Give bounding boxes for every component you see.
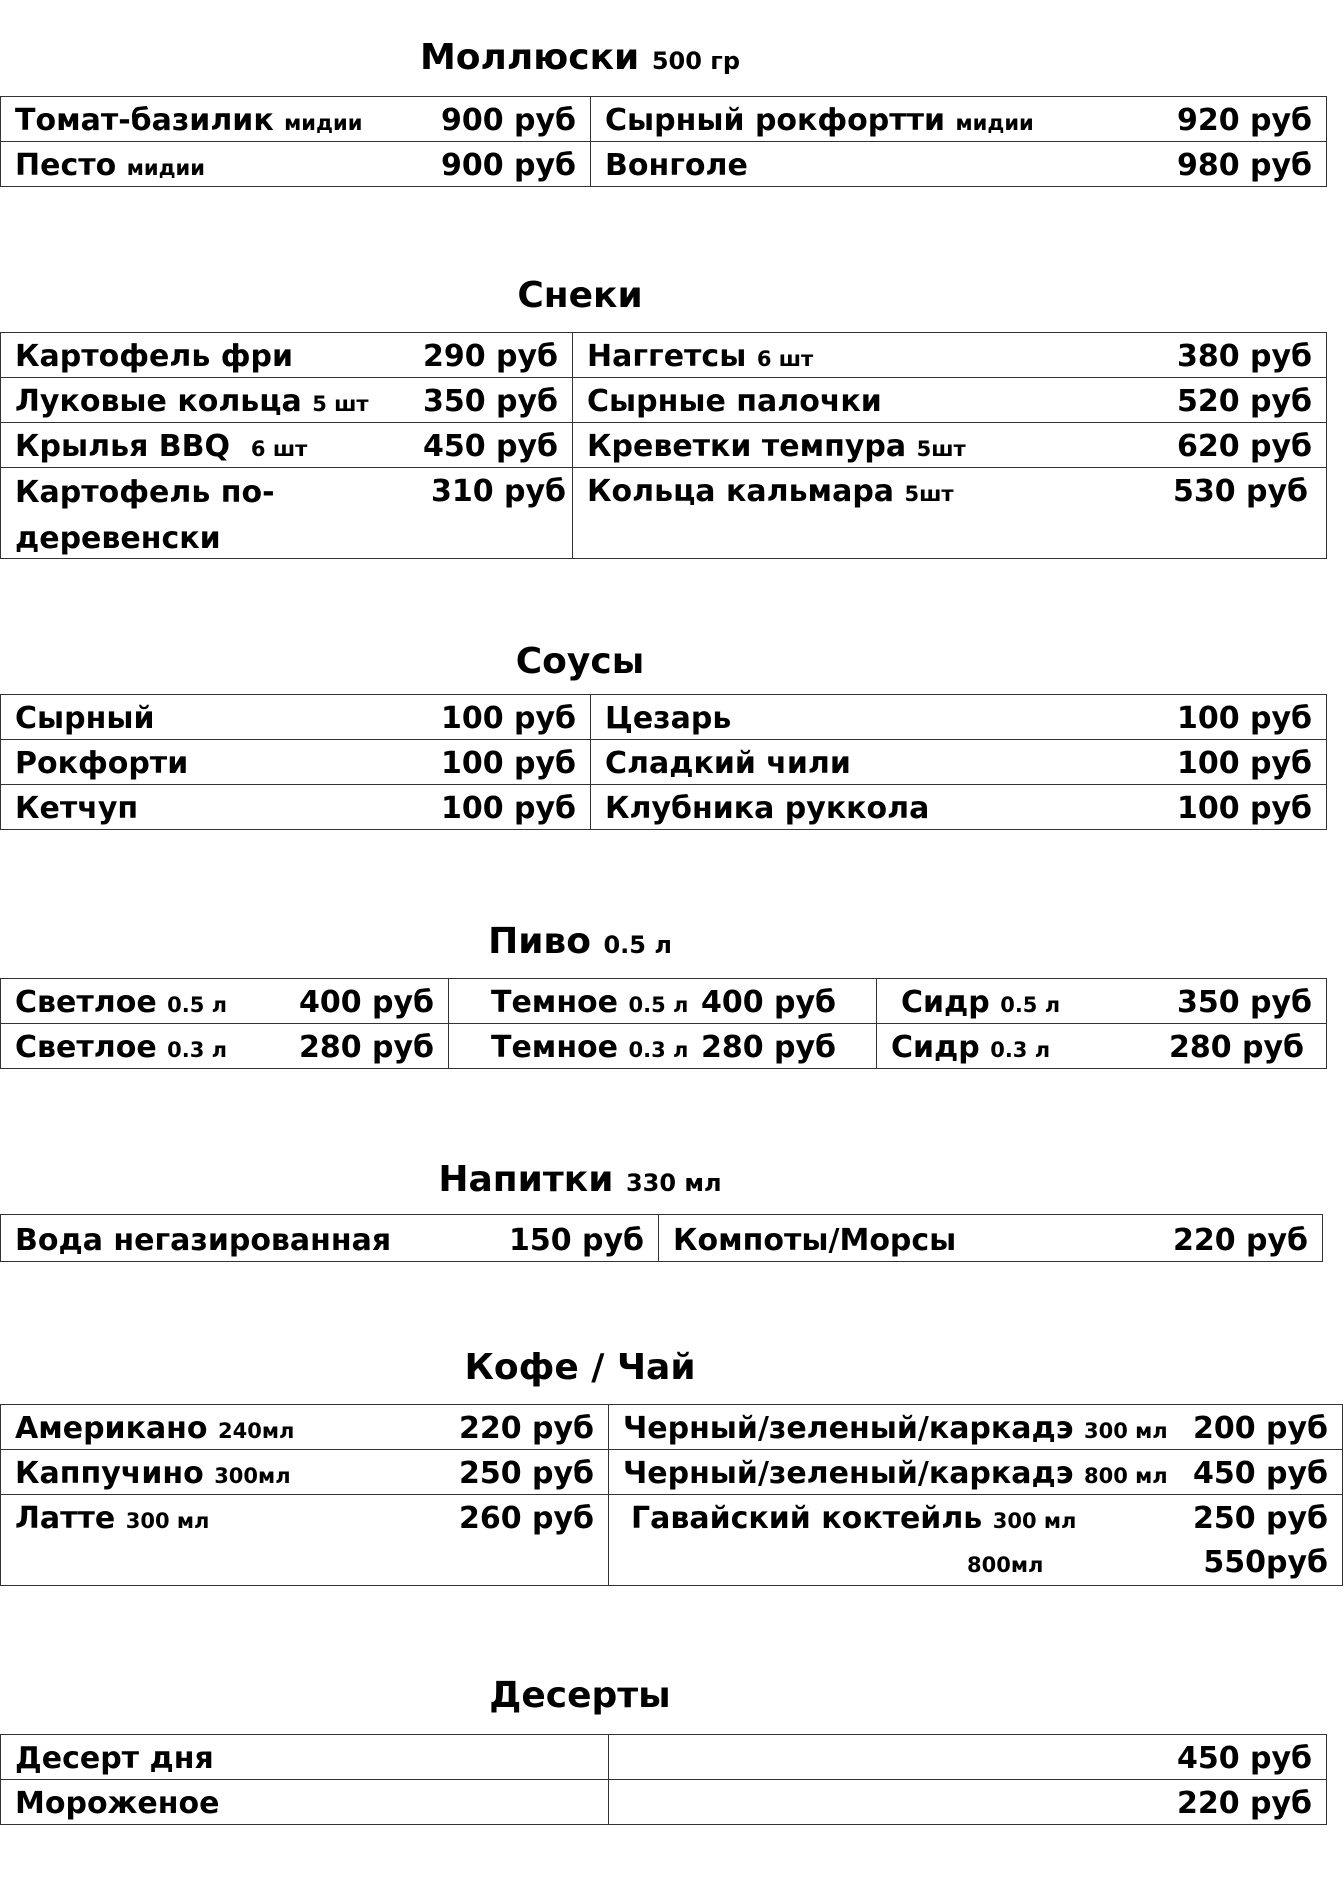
item-price: 450 руб [422, 429, 558, 464]
item-price: 220 руб [1172, 1223, 1308, 1258]
item-price: 100 руб [440, 791, 576, 826]
item-price: 280 руб [700, 1030, 836, 1065]
table-row [1, 333, 1327, 378]
item-name: Цезарь [605, 701, 732, 736]
item-price: 280 руб [298, 1030, 434, 1065]
item-price: 100 руб [1176, 701, 1312, 736]
item-price: 100 руб [440, 746, 576, 781]
coffee-table [0, 1404, 1343, 1586]
item-name: Сырный рокфортти мидии [605, 103, 1034, 138]
item-price: 150 руб [508, 1223, 644, 1258]
item-name: Луковые кольца 5 шт [15, 384, 369, 419]
table-row [1, 1495, 1343, 1586]
item-price: 100 руб [1176, 791, 1312, 826]
item-name: Светлое 0.3 л [15, 1030, 228, 1065]
mollusks-table [0, 96, 1327, 187]
sauces-table [0, 694, 1327, 830]
table-row [1, 1405, 1343, 1450]
table-row [1, 1024, 1327, 1069]
beer-table [0, 978, 1327, 1069]
item-name: Черный/зеленый/каркадэ 300 мл [623, 1411, 1168, 1446]
item-name: Рокфорти [15, 746, 189, 781]
item-name: Сидр 0.5 л [901, 985, 1061, 1020]
table-row [1, 1735, 1327, 1780]
table-row [1, 423, 1327, 468]
table-row [1, 979, 1327, 1024]
item-name: Крылья BBQ 6 шт [15, 429, 308, 464]
table-row [1, 785, 1327, 830]
item-name: Сладкий чили [605, 746, 851, 781]
item-name: Компоты/Морсы [673, 1223, 957, 1258]
table-row [1, 740, 1327, 785]
section-title-beer [0, 922, 1160, 965]
item-price: 520 руб [1176, 384, 1312, 419]
item-price: 220 руб [458, 1411, 594, 1446]
section-subtitle: 500 гр [651, 47, 740, 75]
item-name: Клубника руккола [605, 791, 930, 826]
item-name: Латте 300 мл [15, 1501, 210, 1536]
item-price: 450 руб [1192, 1456, 1328, 1491]
section-title-drinks [0, 1160, 1160, 1203]
table-row [1, 1780, 1327, 1825]
item-name: Американо 240мл [15, 1411, 295, 1446]
item-name: Темное 0.5 л [491, 985, 689, 1020]
item-price: 250 руб [1192, 1501, 1328, 1536]
table-row [1, 142, 1327, 187]
item-name: Черный/зеленый/каркадэ 800 мл [623, 1456, 1168, 1491]
table-row [1, 97, 1327, 142]
item-price: 280 руб [1168, 1030, 1304, 1065]
item-price: 350 руб [1176, 985, 1312, 1020]
drinks-table [0, 1214, 1323, 1262]
item-name: Каппучино 300мл [15, 1456, 291, 1491]
item-price: 400 руб [298, 985, 434, 1020]
section-title-text: Пиво [488, 921, 591, 962]
item-price: 100 руб [440, 701, 576, 736]
item-price: 100 руб [1176, 746, 1312, 781]
section-title-coffee [0, 1348, 1160, 1388]
item-name: Картофель фри [15, 339, 293, 374]
item-price: 450 руб [1176, 1741, 1312, 1776]
item-name: Вонголе [605, 148, 748, 183]
section-title-desserts [0, 1676, 1160, 1716]
table-row [1, 1450, 1343, 1495]
item-extra-price: 800мл 550руб [967, 1545, 1328, 1580]
item-name: Картофель по-деревенски [15, 475, 275, 556]
section-subtitle: 0.5 л [603, 931, 672, 959]
item-price: 380 руб [1176, 339, 1312, 374]
section-title-snacks [0, 276, 1160, 316]
item-price: 400 руб [700, 985, 836, 1020]
item-name: Десерт дня [15, 1741, 214, 1776]
item-name: Гавайский коктейль 300 мл [631, 1501, 1077, 1536]
item-price: 200 руб [1192, 1411, 1328, 1446]
item-name: Кетчуп [15, 791, 139, 826]
item-price: 900 руб [440, 148, 576, 183]
item-price: 260 руб [458, 1501, 594, 1536]
desserts-table [0, 1734, 1327, 1825]
item-price: 620 руб [1176, 429, 1312, 464]
item-name: Песто мидии [15, 148, 205, 183]
section-title-text: Напитки [438, 1159, 614, 1200]
section-title-text: Кофе / Чай [464, 1347, 696, 1388]
item-name: Мороженое [15, 1786, 220, 1821]
section-title-text: Десерты [489, 1675, 671, 1716]
section-title-text: Соусы [515, 641, 645, 682]
table-row [1, 378, 1327, 423]
item-name: Сидр 0.3 л [891, 1030, 1051, 1065]
item-price: 310 руб [430, 474, 566, 509]
item-name: Сырные палочки [587, 384, 882, 419]
section-title-mollusks [0, 38, 1160, 81]
item-price: 980 руб [1176, 148, 1312, 183]
item-price: 350 руб [422, 384, 558, 419]
item-name: Вода негазированная [15, 1223, 392, 1258]
item-name: Кольца кальмара 5шт [587, 474, 954, 509]
item-name: Темное 0.3 л [491, 1030, 689, 1065]
item-name: Наггетсы 6 шт [587, 339, 814, 374]
item-name: Сырный [15, 701, 155, 736]
section-title-text: Снеки [517, 275, 643, 316]
table-row [1, 1215, 1323, 1262]
section-subtitle: 330 мл [625, 1169, 722, 1197]
item-price: 250 руб [458, 1456, 594, 1491]
snacks-table [0, 332, 1327, 559]
table-row [1, 468, 1327, 559]
item-price: 220 руб [1176, 1786, 1312, 1821]
item-price: 920 руб [1176, 103, 1312, 138]
item-price: 900 руб [440, 103, 576, 138]
section-title-sauces [0, 642, 1160, 682]
table-row [1, 695, 1327, 740]
item-name: Томат-базилик мидии [15, 103, 363, 138]
item-price: 290 руб [422, 339, 558, 374]
item-name: Креветки темпура 5шт [587, 429, 966, 464]
item-price: 530 руб [1172, 474, 1308, 509]
section-title-text: Моллюски [419, 37, 640, 78]
item-name: Светлое 0.5 л [15, 985, 228, 1020]
